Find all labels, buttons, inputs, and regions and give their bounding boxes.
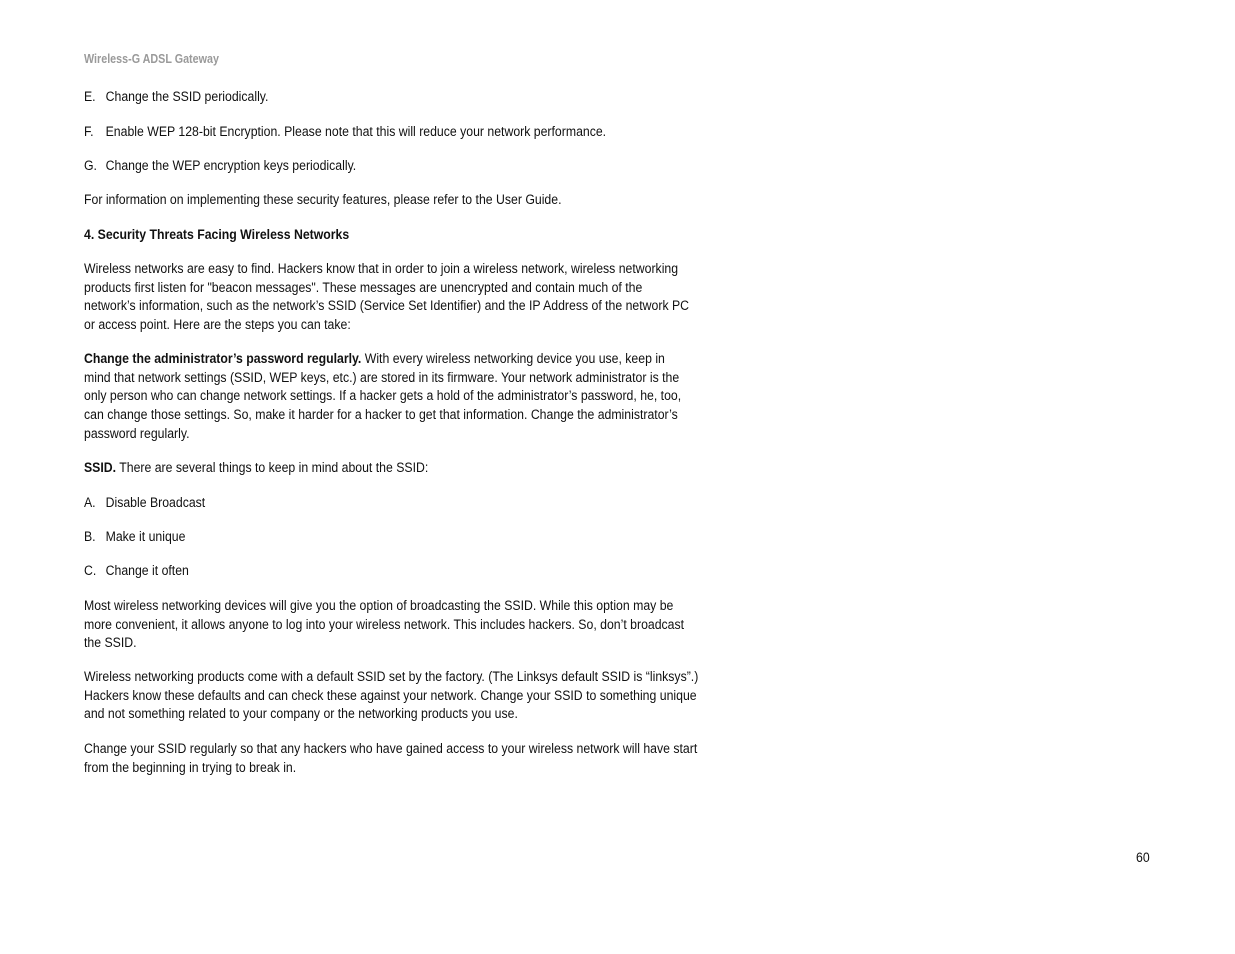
list-item (84, 528, 185, 547)
paragraph-line: Wireless networking products come with a default SSID set by the factory. (The Linksys default SSID is “linksys”.) (84, 669, 699, 685)
paragraph-line: Hackers know these defaults and can check these against your network. Change your SSID to something unique (84, 687, 697, 704)
list-item (84, 88, 268, 107)
running-header: Wireless-G ADSL Gateway (84, 52, 219, 66)
ssid-text: There are several things to keep in mind about the SSID: (116, 460, 429, 476)
paragraph-line: more convenient, it allows anyone to log into your wireless network. This includes hackers. So, don’t broadcast (84, 616, 685, 633)
list-item-text: Make it unique (105, 529, 186, 545)
list-item-text: Change it often (105, 563, 189, 579)
change-ssid-paragraph (84, 740, 697, 777)
password-paragraph (84, 350, 681, 444)
list-item-letter: F. (84, 124, 94, 140)
paragraph-line: password regularly. (84, 425, 190, 442)
list-item-text: Change the WEP encryption keys periodically. (105, 158, 357, 174)
paragraph-line: the SSID. (84, 635, 137, 652)
list-item (84, 494, 205, 513)
list-item (84, 157, 356, 176)
intro-paragraph (84, 260, 689, 335)
default-ssid-paragraph (84, 668, 698, 724)
list-item (84, 562, 189, 581)
paragraph-line: or access point. Here are the steps you can take: (84, 317, 351, 334)
paragraph-line: products first listen for "beacon messages". These messages are unencrypted and contain much of the (84, 279, 643, 296)
paragraph-line: mind that network settings (SSID, WEP keys, etc.) are stored in its firmware. Your network administrator is the (84, 369, 680, 386)
section-heading: 4. Security Threats Facing Wireless Networks (84, 227, 350, 243)
list-item-letter: A. (84, 495, 96, 511)
list-item-letter: C. (84, 563, 97, 579)
list-item-text: Change the SSID periodically. (105, 89, 269, 105)
paragraph-line: network’s information, such as the network’s SSID (Service Set Identifier) and the IP Address of the network PC (84, 298, 690, 315)
paragraph-line: and not something related to your company or the networking products you use. (84, 706, 518, 723)
password-lead: Change the administrator’s password regularly. (84, 351, 362, 367)
paragraph-line: Most wireless networking devices will give you the option of broadcasting the SSID. While this option may be (84, 598, 674, 614)
broadcast-paragraph (84, 597, 684, 653)
list-item-letter: E. (84, 89, 96, 105)
paragraph-line: Change your SSID regularly so that any hackers who have gained access to your wireless network will have start (84, 741, 698, 757)
ssid-lead: SSID. (84, 460, 117, 476)
paragraph-line: With every wireless networking device you use, keep in (361, 351, 665, 367)
list-item-text: Disable Broadcast (105, 495, 206, 511)
list-item-text: Enable WEP 128-bit Encryption. Please note that this will reduce your network performance. (105, 124, 607, 140)
list-item (84, 123, 606, 142)
ssid-paragraph (84, 459, 428, 478)
paragraph-line: can change those settings. So, make it harder for a hacker to get that information. Change the administrator’s (84, 407, 678, 424)
paragraph-line: Wireless networks are easy to find. Hackers know that in order to join a wireless network, wireless networking (84, 261, 679, 277)
info-paragraph: For information on implementing these security features, please refer to the User Guide. (84, 192, 562, 208)
list-item-letter: B. (84, 529, 96, 545)
paragraph-line: only person who can change network settings. If a hacker gets a hold of the administrator’s password, he, too, (84, 388, 682, 405)
page-number: 60 (1136, 850, 1150, 866)
list-item-letter: G. (84, 158, 97, 174)
paragraph-line: from the beginning in trying to break in. (84, 759, 297, 776)
